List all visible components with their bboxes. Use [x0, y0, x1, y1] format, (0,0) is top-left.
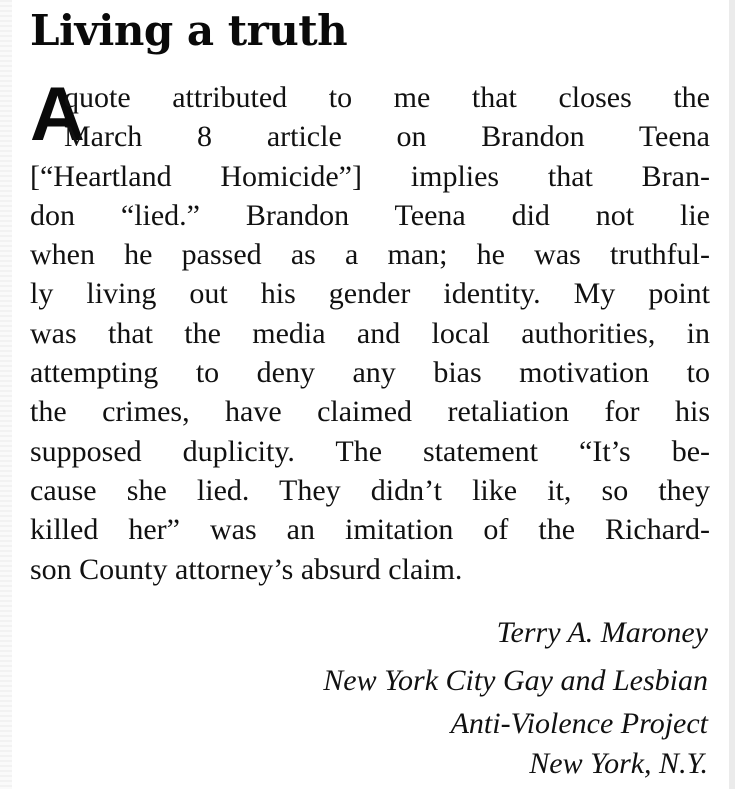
body-line-3: [“Heartland Homicide”] implies that Bran-	[30, 159, 710, 193]
body-line-4: don “lied.” Brandon Teena did not lie	[30, 198, 710, 232]
body-line-5: when he passed as a man; he was truthful-	[30, 238, 710, 272]
body-line-8: attempting to deny any bias motivation to	[30, 356, 710, 390]
body-line-9: the crimes, have claimed retaliation for his	[30, 395, 710, 429]
letter-body	[30, 72, 710, 589]
page-edge-right	[729, 0, 735, 789]
drop-cap: A	[30, 72, 85, 157]
body-line-6: ly living out his gender identity. My point	[30, 277, 710, 311]
body-line-1: quote attributed to me that closes the	[64, 81, 710, 114]
page-edge-left	[0, 0, 12, 789]
signature-org-line-2: Anti-Violence Project	[450, 707, 708, 740]
signature-org-line-1: New York City Gay and Lesbian	[323, 664, 708, 697]
body-line-11: cause she lied. They didn’t like it, so they	[30, 473, 710, 507]
signature-location: New York, N.Y.	[529, 747, 708, 780]
body-line-2: March 8 article on Brandon Teena	[64, 120, 710, 154]
signature-name: Terry A. Maroney	[496, 616, 708, 649]
body-line-13: son County attorney’s absurd claim.	[30, 552, 463, 586]
body-line-10: supposed duplicity. The statement “It’s be-	[30, 434, 710, 468]
body-line-7: was that the media and local authorities, in	[30, 316, 710, 350]
body-line-12: killed her” was an imitation of the Richard-	[30, 513, 710, 547]
letter-headline: Living a truth	[30, 6, 348, 55]
